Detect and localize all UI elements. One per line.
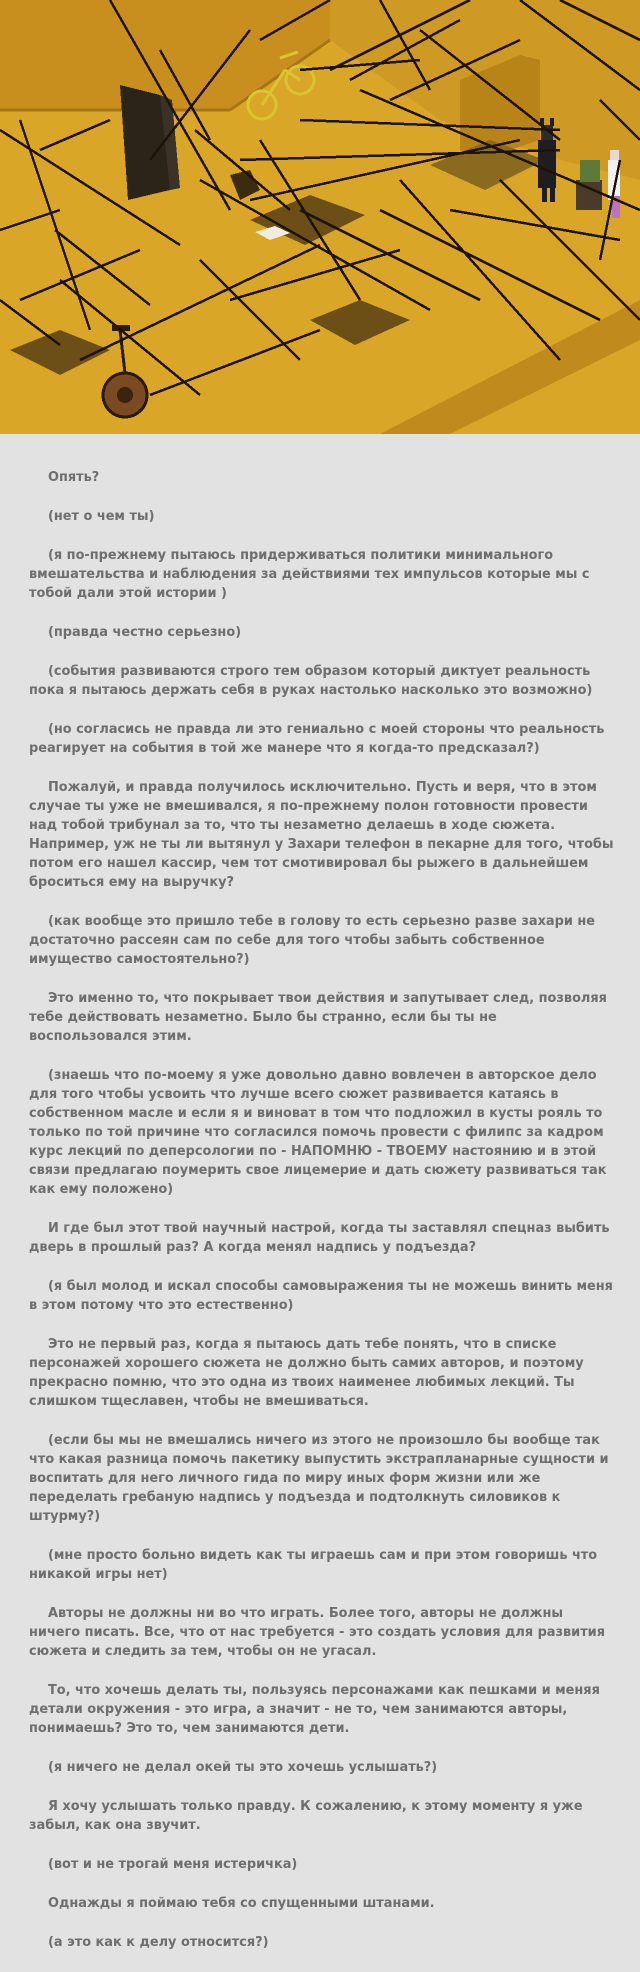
dialogue-line: (нет о чем ты) — [48, 509, 155, 524]
dialogue-line: (правда честно серьезно) — [48, 625, 242, 640]
dialogue-line: Однажды я поймаю тебя со спущенными штанами. — [48, 1896, 435, 1911]
dialogue-line: (мне просто больно видеть как ты играешь сам и при этом говоришь что никакой игры нет) — [29, 1548, 598, 1582]
dialogue-line: (я по-прежнему пытаюсь придерживаться политики минимального вмешательства и наблюдения за действиями тех импульсов которые мы с тобой дали этой истории ) — [29, 548, 590, 601]
dialogue-line: Я хочу услышать только правду. К сожалению, к этому моменту я уже забыл, как она звучит. — [29, 1799, 583, 1833]
dialogue-line: (если бы мы не вмешались ничего из этого не произошло бы вообще так что какая разница помочь пакетику выпустить экстрапланарные сущности и воспитать для него личного гида по миру иных форм жизни или же переделать гребаную надпись у подъезда и подтолкнуть силовиков к штурму?) — [29, 1433, 609, 1524]
dialogue-line: (я ничего не делал окей ты это хочешь услышать?) — [48, 1760, 438, 1775]
game-scene — [0, 0, 640, 434]
dialogue-line: И где был этот твой научный настрой, когда ты заставлял спецназ выбить дверь в прошлый раз? А когда менял надпись у подъезда? — [29, 1221, 610, 1255]
dialogue-line: Это именно то, что покрывает твои действия и запутывает след, позволяя тебе действовать незаметно. Было бы странно, если бы ты не воспользовался этим. — [29, 991, 607, 1044]
dialogue-line: (знаешь что по-моему я уже довольно давно вовлечен в авторское дело для того чтобы усвоить что лучше всего сюжет развивается катаясь в собственном масле и если я и виноват в том что подложил в кусты рояль то только по той причине что согласился помочь провести с филипс за кадром курс лекций по деперсологии по - НАПОМНЮ - ТВОЕМУ настоянию и в этой связи предлагаю поумерить свое лицемерие и дать сюжету развиваться так как ему положено) — [29, 1068, 607, 1197]
dialogue-line: Пожалуй, и правда получилось исключительно. Пусть и веря, что в этом случае ты уже не вмешивался, я по-прежнему полон готовности провести над тобой трибунал за то, что ты незаметно делаешь в ходе сюжета. Например, уж не ты ли вытянул у Захари телефон в пекарне для того, чтобы потом его нашел кассир, чем тот смотивировал бы рыжего в дальнейшем броситься ему на выручку? — [29, 780, 614, 890]
dialogue-line: (как вообще это пришло тебе в голову то есть серьезно разве захари не достаточно рассеян сам по себе для того чтобы забыть собственное имущество самостоятельно?) — [29, 914, 596, 967]
dialogue-line: (вот и не трогай меня истеричка) — [48, 1857, 298, 1872]
character-plant — [576, 150, 620, 218]
dialogue-line: (но согласись не правда ли это гениально с моей стороны что реальность реагирует на события в той же манере что я когда-то предсказал?) — [29, 722, 605, 756]
dialogue-line: Опять? — [48, 470, 100, 485]
dialogue-line: Это не первый раз, когда я пытаюсь дать тебе понять, что в списке персонажей хорошего сюжета не должно быть самих авторов, и поэтому прекрасно помню, что это одна из твоих наименее любимых лекций. Ты слишком тщеславен, чтобы не вмешиваться. — [29, 1337, 584, 1409]
dialogue-line: То, что хочешь делать ты, пользуясь персонажами как пешками и меняя детали окружения - это игра, а значит - не то, чем занимаются авторы, понимаешь? Это то, чем занимаются дети. — [29, 1683, 600, 1736]
dialogue-line: (а это как к делу относится?) — [48, 1935, 269, 1950]
dialogue-text — [0, 434, 640, 1972]
dialogue-line: (события развиваются строго тем образом который диктует реальность пока я пытаюсь держать себя в руках настолько насколько это возможно) — [29, 664, 593, 698]
dialogue-line: Авторы не должны ни во что играть. Более того, авторы не должны ничего писать. Все, что от нас требуется - это создать условия для развития сюжета и следить за тем, чтобы он не угасал. — [29, 1606, 605, 1659]
dialogue-line: (я был молод и искал способы самовыражения ты не можешь винить меня в этом потому что это естественно) — [29, 1279, 613, 1313]
